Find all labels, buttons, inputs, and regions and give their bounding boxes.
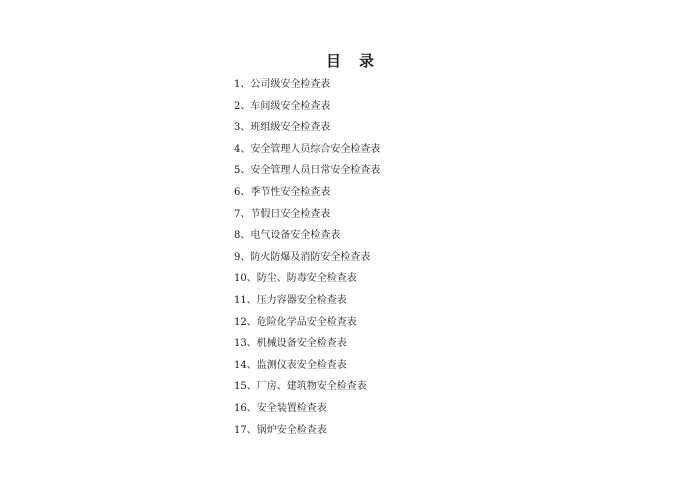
toc-item-5: 5、安全管理人员日常安全检查表 [234,165,381,177]
toc-item-7: 7、节假日安全检查表 [234,208,331,220]
toc-list [234,74,380,441]
toc-item-2: 2、车间级安全检查表 [234,100,331,112]
toc-item-16: 16、安全装置检查表 [234,402,327,414]
toc-item-9: 9、防火防爆及消防安全检查表 [234,251,371,263]
toc-item-10: 10、防尘、防毒安全检查表 [234,273,357,285]
toc-item-6: 6、季节性安全检查表 [234,186,331,198]
toc-item-17: 17、锅炉安全检查表 [234,424,327,436]
toc-item-11: 11、压力容器安全检查表 [234,294,347,306]
toc-item-15: 15、厂房、建筑物安全检查表 [234,381,367,393]
toc-item-4: 4、安全管理人员综合安全检查表 [234,143,381,155]
toc-item-1: 1、公司级安全检查表 [234,79,331,90]
toc-item-12: 12、危险化学品安全检查表 [234,316,357,328]
toc-item-14: 14、监测仪表安全检查表 [234,359,347,371]
toc-title: 目录 [326,52,393,70]
toc-item-3: 3、班组级安全检查表 [234,122,331,134]
toc-item-13: 13、机械设备安全检查表 [234,338,347,350]
toc-item-8: 8、电气设备安全检查表 [234,230,341,242]
